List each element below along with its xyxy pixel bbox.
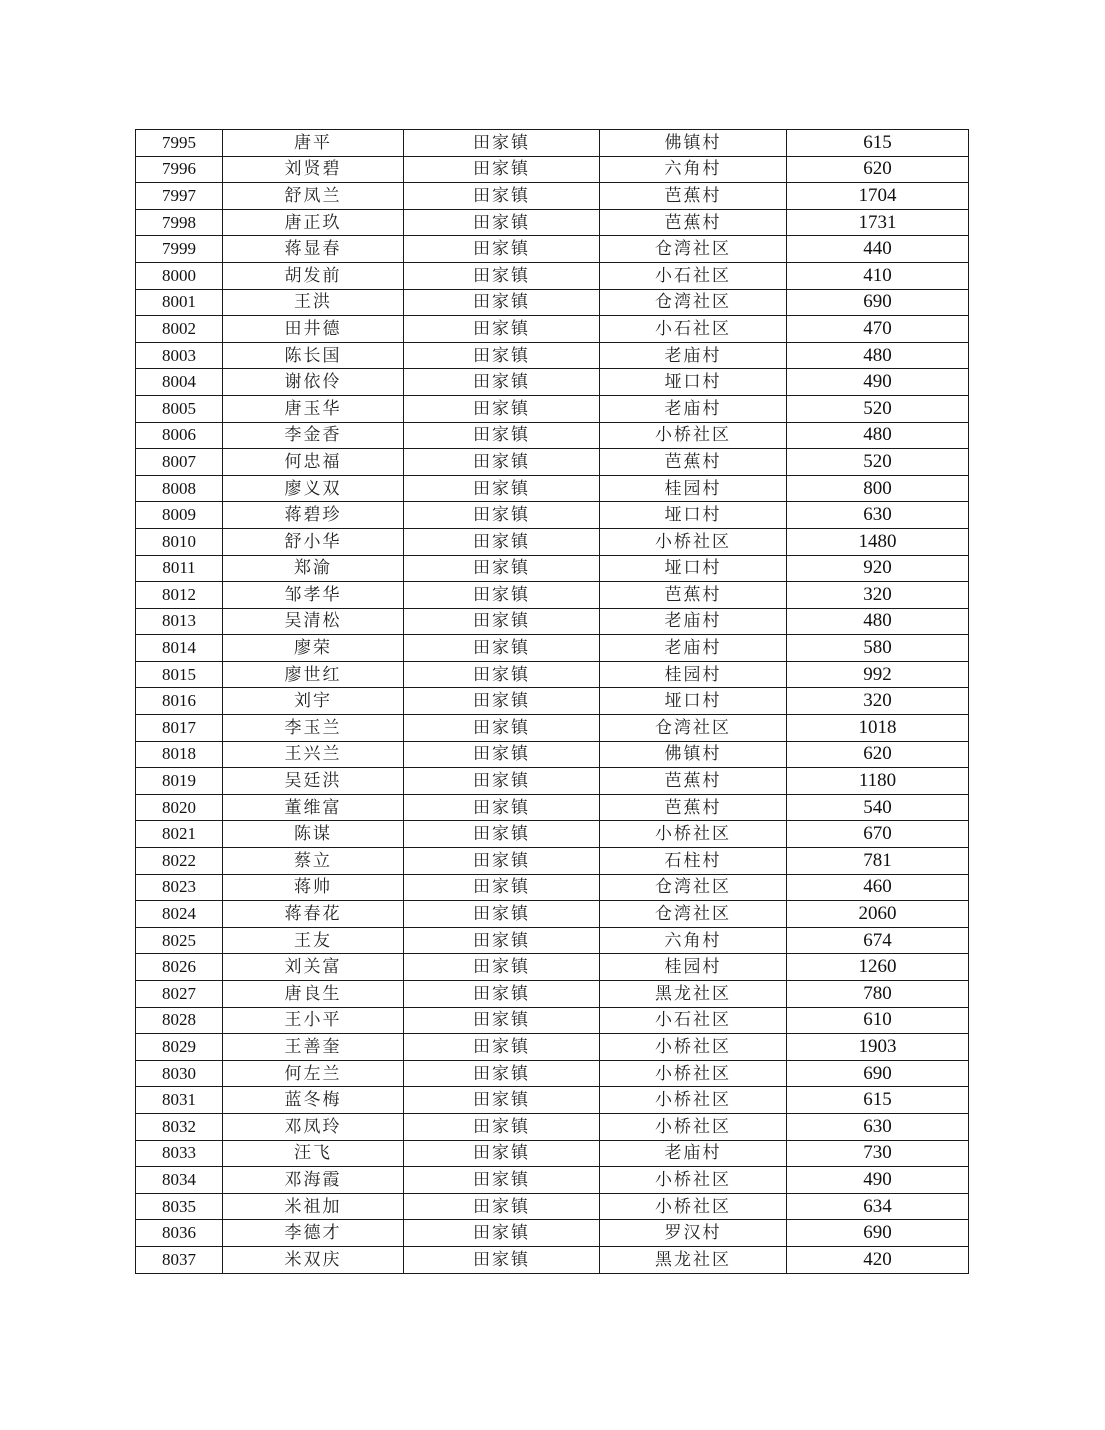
table-row xyxy=(136,1007,969,1034)
cell-name: 唐良生 xyxy=(223,981,404,1008)
cell-id: 8024 xyxy=(136,901,223,928)
cell-amount: 470 xyxy=(787,316,969,343)
cell-id: 8030 xyxy=(136,1060,223,1087)
table-row xyxy=(136,741,969,768)
table-row xyxy=(136,1246,969,1273)
table-row xyxy=(136,1060,969,1087)
cell-town: 田家镇 xyxy=(404,794,600,821)
cell-id: 8009 xyxy=(136,502,223,529)
cell-id: 8022 xyxy=(136,848,223,875)
cell-town: 田家镇 xyxy=(404,768,600,795)
table-row xyxy=(136,395,969,422)
cell-village: 小桥社区 xyxy=(600,1060,787,1087)
cell-village: 老庙村 xyxy=(600,1140,787,1167)
cell-name: 汪飞 xyxy=(223,1140,404,1167)
cell-village: 桂园村 xyxy=(600,475,787,502)
roster-table-body xyxy=(136,130,969,1274)
cell-village: 小桥社区 xyxy=(600,1193,787,1220)
table-row xyxy=(136,475,969,502)
cell-id: 8004 xyxy=(136,369,223,396)
cell-amount: 690 xyxy=(787,289,969,316)
cell-village: 芭蕉村 xyxy=(600,768,787,795)
cell-town: 田家镇 xyxy=(404,688,600,715)
cell-id: 8018 xyxy=(136,741,223,768)
cell-town: 田家镇 xyxy=(404,422,600,449)
cell-village: 芭蕉村 xyxy=(600,209,787,236)
cell-town: 田家镇 xyxy=(404,981,600,1008)
cell-id: 8032 xyxy=(136,1113,223,1140)
cell-amount: 670 xyxy=(787,821,969,848)
cell-town: 田家镇 xyxy=(404,1220,600,1247)
cell-amount: 580 xyxy=(787,635,969,662)
cell-amount: 620 xyxy=(787,741,969,768)
table-row xyxy=(136,1193,969,1220)
cell-name: 米双庆 xyxy=(223,1246,404,1273)
cell-village: 小石社区 xyxy=(600,1007,787,1034)
cell-name: 蓝冬梅 xyxy=(223,1087,404,1114)
cell-amount: 420 xyxy=(787,1246,969,1273)
cell-amount: 480 xyxy=(787,422,969,449)
cell-id: 8015 xyxy=(136,661,223,688)
cell-town: 田家镇 xyxy=(404,821,600,848)
cell-amount: 1704 xyxy=(787,183,969,210)
cell-name: 蒋显春 xyxy=(223,236,404,263)
cell-amount: 410 xyxy=(787,262,969,289)
cell-amount: 1018 xyxy=(787,715,969,742)
cell-town: 田家镇 xyxy=(404,395,600,422)
table-row xyxy=(136,874,969,901)
cell-id: 8000 xyxy=(136,262,223,289)
cell-town: 田家镇 xyxy=(404,608,600,635)
cell-village: 仓湾社区 xyxy=(600,874,787,901)
cell-amount: 2060 xyxy=(787,901,969,928)
cell-village: 佛镇村 xyxy=(600,130,787,157)
table-row xyxy=(136,289,969,316)
table-row xyxy=(136,1034,969,1061)
cell-name: 邹孝华 xyxy=(223,582,404,609)
cell-village: 仓湾社区 xyxy=(600,236,787,263)
cell-amount: 1480 xyxy=(787,528,969,555)
table-row xyxy=(136,422,969,449)
cell-id: 7996 xyxy=(136,156,223,183)
cell-id: 8021 xyxy=(136,821,223,848)
cell-town: 田家镇 xyxy=(404,528,600,555)
cell-name: 唐正玖 xyxy=(223,209,404,236)
cell-village: 仓湾社区 xyxy=(600,901,787,928)
cell-amount: 630 xyxy=(787,502,969,529)
cell-village: 小桥社区 xyxy=(600,528,787,555)
cell-name: 王兴兰 xyxy=(223,741,404,768)
cell-town: 田家镇 xyxy=(404,475,600,502)
cell-town: 田家镇 xyxy=(404,1193,600,1220)
cell-id: 7995 xyxy=(136,130,223,157)
cell-name: 田井德 xyxy=(223,316,404,343)
cell-name: 谢依伶 xyxy=(223,369,404,396)
cell-town: 田家镇 xyxy=(404,1007,600,1034)
cell-amount: 674 xyxy=(787,927,969,954)
cell-village: 芭蕉村 xyxy=(600,582,787,609)
cell-town: 田家镇 xyxy=(404,502,600,529)
table-row xyxy=(136,528,969,555)
cell-village: 老庙村 xyxy=(600,342,787,369)
cell-town: 田家镇 xyxy=(404,715,600,742)
cell-name: 唐平 xyxy=(223,130,404,157)
cell-amount: 490 xyxy=(787,1167,969,1194)
cell-id: 8003 xyxy=(136,342,223,369)
cell-id: 8036 xyxy=(136,1220,223,1247)
cell-amount: 920 xyxy=(787,555,969,582)
cell-amount: 630 xyxy=(787,1113,969,1140)
table-row xyxy=(136,1167,969,1194)
cell-town: 田家镇 xyxy=(404,236,600,263)
table-row xyxy=(136,156,969,183)
cell-name: 陈长国 xyxy=(223,342,404,369)
cell-village: 芭蕉村 xyxy=(600,794,787,821)
cell-town: 田家镇 xyxy=(404,1034,600,1061)
table-row xyxy=(136,502,969,529)
table-row xyxy=(136,262,969,289)
cell-amount: 1731 xyxy=(787,209,969,236)
cell-name: 刘关富 xyxy=(223,954,404,981)
cell-name: 蒋春花 xyxy=(223,901,404,928)
cell-name: 廖世红 xyxy=(223,661,404,688)
cell-name: 何左兰 xyxy=(223,1060,404,1087)
cell-town: 田家镇 xyxy=(404,741,600,768)
cell-town: 田家镇 xyxy=(404,555,600,582)
cell-id: 8033 xyxy=(136,1140,223,1167)
cell-village: 芭蕉村 xyxy=(600,449,787,476)
cell-town: 田家镇 xyxy=(404,342,600,369)
cell-name: 米祖加 xyxy=(223,1193,404,1220)
cell-name: 刘宇 xyxy=(223,688,404,715)
table-row xyxy=(136,1113,969,1140)
cell-name: 廖荣 xyxy=(223,635,404,662)
cell-id: 8016 xyxy=(136,688,223,715)
cell-id: 8028 xyxy=(136,1007,223,1034)
cell-town: 田家镇 xyxy=(404,661,600,688)
cell-id: 8037 xyxy=(136,1246,223,1273)
cell-amount: 1903 xyxy=(787,1034,969,1061)
cell-id: 8001 xyxy=(136,289,223,316)
cell-id: 8011 xyxy=(136,555,223,582)
cell-village: 佛镇村 xyxy=(600,741,787,768)
cell-town: 田家镇 xyxy=(404,262,600,289)
cell-id: 8012 xyxy=(136,582,223,609)
cell-amount: 615 xyxy=(787,130,969,157)
cell-amount: 992 xyxy=(787,661,969,688)
cell-town: 田家镇 xyxy=(404,1087,600,1114)
cell-amount: 520 xyxy=(787,395,969,422)
cell-village: 黑龙社区 xyxy=(600,1246,787,1273)
cell-village: 小桥社区 xyxy=(600,1167,787,1194)
cell-village: 老庙村 xyxy=(600,395,787,422)
cell-town: 田家镇 xyxy=(404,1246,600,1273)
cell-amount: 480 xyxy=(787,608,969,635)
table-row xyxy=(136,449,969,476)
cell-id: 8031 xyxy=(136,1087,223,1114)
cell-village: 小桥社区 xyxy=(600,1113,787,1140)
cell-amount: 730 xyxy=(787,1140,969,1167)
cell-id: 8026 xyxy=(136,954,223,981)
cell-id: 8014 xyxy=(136,635,223,662)
table-row xyxy=(136,954,969,981)
cell-name: 唐玉华 xyxy=(223,395,404,422)
table-row xyxy=(136,608,969,635)
table-row xyxy=(136,130,969,157)
cell-name: 舒凤兰 xyxy=(223,183,404,210)
cell-amount: 781 xyxy=(787,848,969,875)
cell-village: 小桥社区 xyxy=(600,821,787,848)
cell-village: 老庙村 xyxy=(600,635,787,662)
cell-village: 老庙村 xyxy=(600,608,787,635)
cell-id: 8027 xyxy=(136,981,223,1008)
cell-name: 王小平 xyxy=(223,1007,404,1034)
table-row xyxy=(136,1220,969,1247)
cell-village: 芭蕉村 xyxy=(600,183,787,210)
cell-amount: 490 xyxy=(787,369,969,396)
table-row xyxy=(136,901,969,928)
cell-amount: 320 xyxy=(787,688,969,715)
cell-name: 陈谋 xyxy=(223,821,404,848)
cell-town: 田家镇 xyxy=(404,1140,600,1167)
cell-village: 桂园村 xyxy=(600,954,787,981)
cell-id: 8035 xyxy=(136,1193,223,1220)
cell-name: 郑渝 xyxy=(223,555,404,582)
table-row xyxy=(136,1087,969,1114)
cell-village: 小桥社区 xyxy=(600,1087,787,1114)
table-row xyxy=(136,688,969,715)
table-row xyxy=(136,236,969,263)
table-row xyxy=(136,555,969,582)
cell-name: 廖义双 xyxy=(223,475,404,502)
cell-village: 小石社区 xyxy=(600,262,787,289)
cell-id: 8008 xyxy=(136,475,223,502)
table-row xyxy=(136,209,969,236)
cell-village: 垭口村 xyxy=(600,369,787,396)
cell-village: 黑龙社区 xyxy=(600,981,787,1008)
roster-table xyxy=(135,129,969,1274)
cell-village: 仓湾社区 xyxy=(600,715,787,742)
cell-town: 田家镇 xyxy=(404,130,600,157)
cell-town: 田家镇 xyxy=(404,874,600,901)
cell-name: 李玉兰 xyxy=(223,715,404,742)
cell-id: 8023 xyxy=(136,874,223,901)
cell-id: 8007 xyxy=(136,449,223,476)
table-row xyxy=(136,848,969,875)
cell-town: 田家镇 xyxy=(404,1060,600,1087)
cell-amount: 690 xyxy=(787,1060,969,1087)
table-row xyxy=(136,794,969,821)
cell-name: 邓凤玲 xyxy=(223,1113,404,1140)
cell-name: 王洪 xyxy=(223,289,404,316)
table-row xyxy=(136,927,969,954)
cell-town: 田家镇 xyxy=(404,1113,600,1140)
cell-name: 邓海霞 xyxy=(223,1167,404,1194)
cell-amount: 800 xyxy=(787,475,969,502)
cell-name: 王善奎 xyxy=(223,1034,404,1061)
cell-id: 8017 xyxy=(136,715,223,742)
cell-amount: 1180 xyxy=(787,768,969,795)
cell-amount: 634 xyxy=(787,1193,969,1220)
cell-id: 8034 xyxy=(136,1167,223,1194)
cell-name: 蔡立 xyxy=(223,848,404,875)
cell-amount: 1260 xyxy=(787,954,969,981)
cell-town: 田家镇 xyxy=(404,635,600,662)
cell-id: 8005 xyxy=(136,395,223,422)
cell-amount: 520 xyxy=(787,449,969,476)
cell-village: 垭口村 xyxy=(600,688,787,715)
cell-town: 田家镇 xyxy=(404,1167,600,1194)
cell-name: 胡发前 xyxy=(223,262,404,289)
cell-amount: 480 xyxy=(787,342,969,369)
table-row xyxy=(136,821,969,848)
cell-town: 田家镇 xyxy=(404,848,600,875)
cell-name: 董维富 xyxy=(223,794,404,821)
cell-name: 王友 xyxy=(223,927,404,954)
cell-id: 8002 xyxy=(136,316,223,343)
cell-amount: 690 xyxy=(787,1220,969,1247)
cell-amount: 780 xyxy=(787,981,969,1008)
cell-village: 小石社区 xyxy=(600,316,787,343)
table-row xyxy=(136,715,969,742)
table-row xyxy=(136,582,969,609)
table-row xyxy=(136,1140,969,1167)
cell-id: 8006 xyxy=(136,422,223,449)
cell-village: 六角村 xyxy=(600,927,787,954)
cell-name: 李金香 xyxy=(223,422,404,449)
cell-name: 何忠福 xyxy=(223,449,404,476)
cell-id: 8013 xyxy=(136,608,223,635)
cell-name: 蒋碧珍 xyxy=(223,502,404,529)
table-row xyxy=(136,183,969,210)
cell-town: 田家镇 xyxy=(404,316,600,343)
cell-amount: 615 xyxy=(787,1087,969,1114)
cell-village: 仓湾社区 xyxy=(600,289,787,316)
table-row xyxy=(136,342,969,369)
cell-id: 8010 xyxy=(136,528,223,555)
cell-amount: 610 xyxy=(787,1007,969,1034)
cell-village: 垭口村 xyxy=(600,502,787,529)
table-row xyxy=(136,316,969,343)
cell-village: 六角村 xyxy=(600,156,787,183)
cell-village: 罗汉村 xyxy=(600,1220,787,1247)
cell-id: 8025 xyxy=(136,927,223,954)
cell-town: 田家镇 xyxy=(404,927,600,954)
cell-id: 7998 xyxy=(136,209,223,236)
cell-town: 田家镇 xyxy=(404,369,600,396)
cell-name: 蒋帅 xyxy=(223,874,404,901)
cell-amount: 320 xyxy=(787,582,969,609)
cell-name: 吴清松 xyxy=(223,608,404,635)
cell-amount: 540 xyxy=(787,794,969,821)
cell-town: 田家镇 xyxy=(404,582,600,609)
cell-town: 田家镇 xyxy=(404,954,600,981)
table-row xyxy=(136,768,969,795)
cell-id: 8019 xyxy=(136,768,223,795)
cell-id: 8029 xyxy=(136,1034,223,1061)
cell-id: 8020 xyxy=(136,794,223,821)
cell-id: 7997 xyxy=(136,183,223,210)
cell-name: 李德才 xyxy=(223,1220,404,1247)
table-row xyxy=(136,635,969,662)
table-row xyxy=(136,661,969,688)
cell-name: 舒小华 xyxy=(223,528,404,555)
cell-amount: 620 xyxy=(787,156,969,183)
cell-name: 吴廷洪 xyxy=(223,768,404,795)
cell-village: 垭口村 xyxy=(600,555,787,582)
cell-town: 田家镇 xyxy=(404,183,600,210)
cell-village: 小桥社区 xyxy=(600,1034,787,1061)
cell-town: 田家镇 xyxy=(404,901,600,928)
cell-village: 桂园村 xyxy=(600,661,787,688)
cell-town: 田家镇 xyxy=(404,209,600,236)
cell-town: 田家镇 xyxy=(404,449,600,476)
table-row xyxy=(136,369,969,396)
cell-id: 7999 xyxy=(136,236,223,263)
cell-amount: 460 xyxy=(787,874,969,901)
table-row xyxy=(136,981,969,1008)
cell-village: 小桥社区 xyxy=(600,422,787,449)
cell-town: 田家镇 xyxy=(404,289,600,316)
cell-name: 刘贤碧 xyxy=(223,156,404,183)
cell-amount: 440 xyxy=(787,236,969,263)
cell-village: 石柱村 xyxy=(600,848,787,875)
cell-town: 田家镇 xyxy=(404,156,600,183)
